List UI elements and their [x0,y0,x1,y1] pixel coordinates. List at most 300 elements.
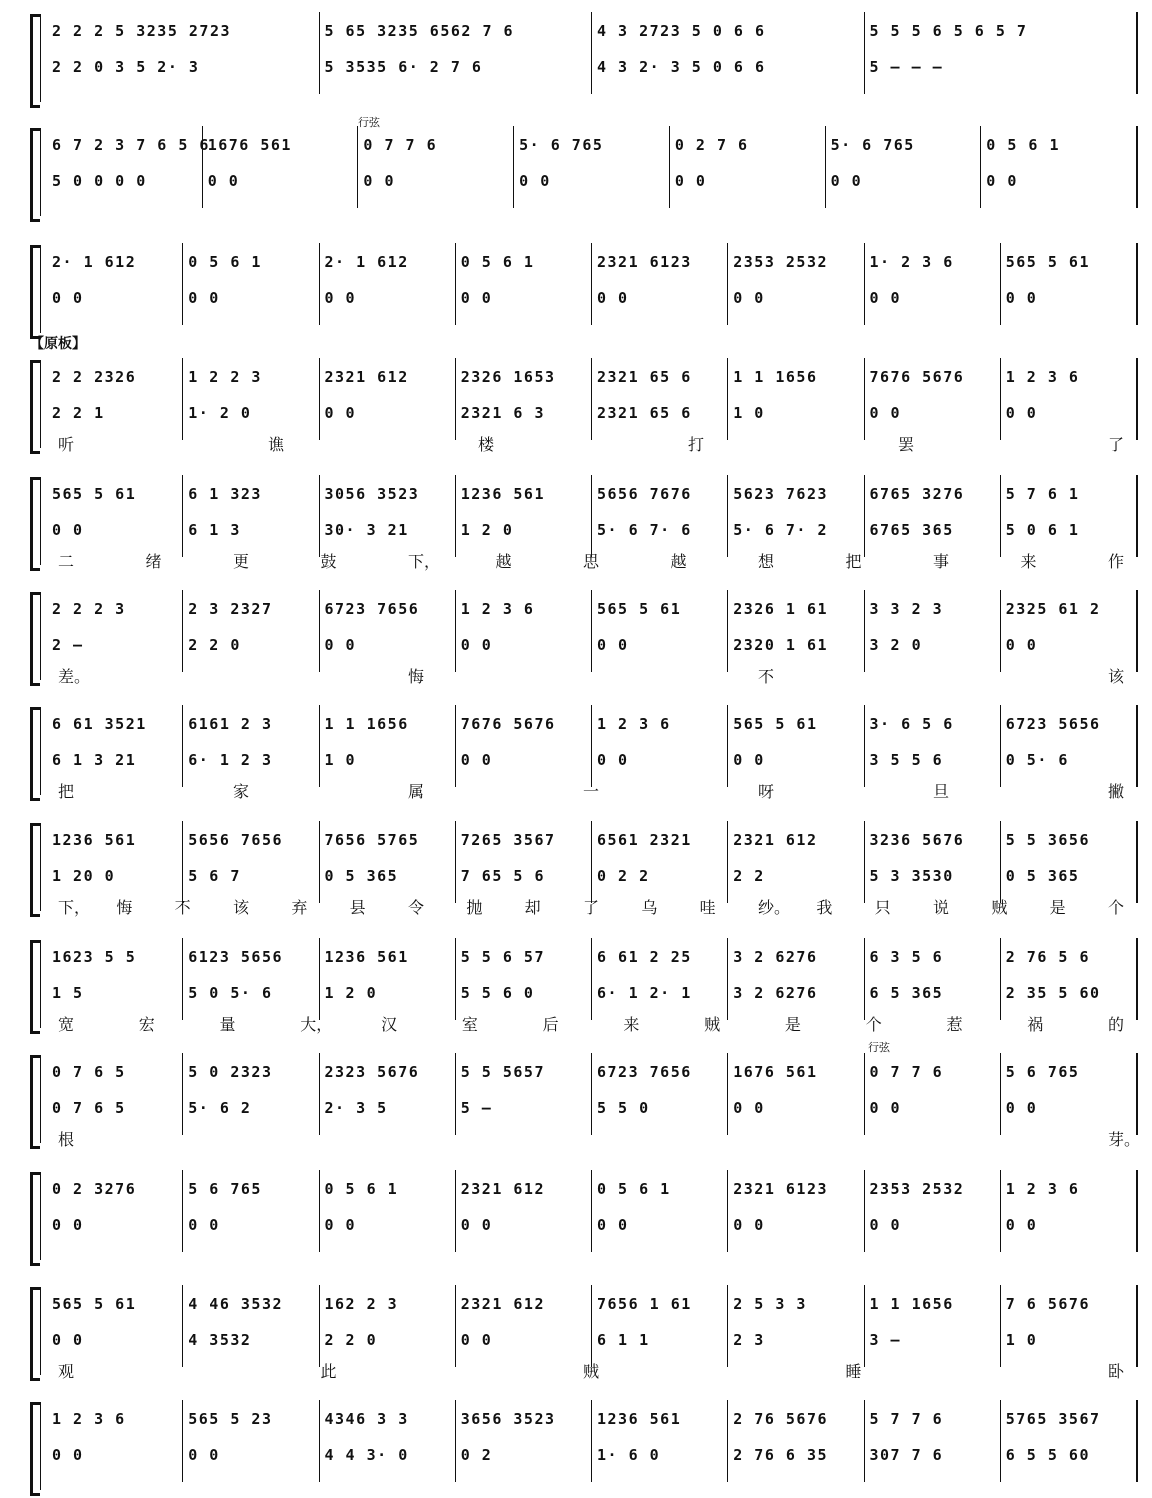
barline [319,821,320,903]
system-bracket [30,128,40,222]
system-bracket-line [40,940,41,1028]
measure-notes: 6765 3276 [869,485,965,503]
barline [591,590,592,672]
lyric-syllable: 个 [865,1015,882,1034]
score-system [30,14,1138,110]
lyric-syllable: 把 [845,552,862,571]
measure-notes: 1 20 0 [52,867,116,885]
measure-notes: 7656 1 61 [597,1295,692,1313]
system-bracket-line [40,245,41,333]
barline [864,475,865,557]
measure-notes: 0 0 [869,404,902,422]
measure-notes: 7656 5765 [324,831,420,849]
measure-notes: 0 5 6 1 [597,1180,671,1198]
lyric-syllable: 令 [408,898,425,917]
barline [669,126,670,208]
barline [1136,1285,1138,1367]
system-bracket-line [40,360,41,448]
measure-notes: 0 2 [460,1446,493,1464]
system-bracket-line [40,1172,41,1260]
measure-notes: 2320 1 61 [733,636,829,654]
barline [1136,1170,1138,1252]
lyrics-line [48,432,1138,454]
barline [591,475,592,557]
measure-notes: 0 0 [188,289,220,307]
measure-notes: 0 0 [188,1446,220,1464]
lyrics-line [48,1359,1138,1381]
measure-notes: 1 2 3 6 [1005,368,1080,386]
measure-notes: 6123 5656 [188,948,284,966]
lyric-syllable: 绪 [145,552,162,571]
measure-notes: 2 2 0 3 5 2· 3 [52,58,200,76]
lyric-syllable: 悔 [408,667,425,686]
score-system [30,1287,1138,1383]
barline [455,243,456,325]
measure-notes: 2 2 0 [188,636,241,654]
measure-notes: 0 0 [674,172,707,190]
measure-notes: 0 5· 6 [1005,751,1069,769]
lyric-syllable: 罢 [898,435,915,454]
measure-notes: 1676 561 [207,136,292,154]
system-bracket-line [40,14,41,102]
lyric-syllable: 差。 [58,667,91,686]
measure-notes: 0 0 [1005,1099,1038,1117]
lyric-syllable: 哇 [699,898,716,917]
measure-notes: 6561 2321 [597,831,692,849]
lyric-syllable: 来 [1020,552,1037,571]
measure-notes: 2353 2532 [869,1180,965,1198]
barline [1000,1170,1001,1252]
lyric-syllable: 越 [670,552,687,571]
measure-notes: 6723 7656 [597,1063,692,1081]
vocal-line [48,400,1138,426]
barline [591,1285,592,1367]
measure-notes: 0 0 [986,172,1018,190]
melody-line [48,711,1138,737]
lyric-syllable: 一 [583,782,600,801]
measure-notes: 4346 3 3 [324,1410,409,1428]
measure-notes: 0 0 [460,289,493,307]
barline [727,821,728,903]
measure-notes: 0 0 [460,751,493,769]
measure-notes: 3 2 0 [869,636,923,654]
measure-notes: 0 0 [597,1216,629,1234]
lyric-syllable: 室 [461,1015,478,1034]
barline [182,1053,183,1135]
measure-notes: 7 65 5 6 [460,867,545,885]
measure-notes: 3 3 2 3 [869,600,944,618]
measure-notes: 1236 561 [52,831,137,849]
system-bracket [30,477,40,571]
measure-notes: 3056 3523 [324,485,420,503]
vocal-line [48,1327,1138,1353]
lyrics-line [48,664,1138,686]
lyric-syllable: 不 [174,898,191,917]
barline [182,938,183,1020]
lyric-syllable: 贼 [991,898,1008,917]
measure-notes: 5 0 5· 6 [188,984,273,1002]
barline [1000,475,1001,557]
barline [182,475,183,557]
lyric-syllable: 下， [58,898,91,917]
barline [319,1170,320,1252]
barline [319,938,320,1020]
measure-notes: 6 1 323 [188,485,262,503]
measure-notes: 5623 7623 [733,485,829,503]
measure-notes: 0 7 7 6 [869,1063,944,1081]
melody-line [48,1406,1138,1432]
score-system [30,360,1138,456]
measure-notes: 5 5 0 [597,1099,650,1117]
barline [591,1053,592,1135]
measure-notes: 2325 61 2 [1005,600,1101,618]
annotation-xingxian: 行弦 [358,116,380,129]
measure-notes: 3 2 6276 [733,984,818,1002]
system-bracket [30,14,40,108]
barline [319,590,320,672]
lyric-syllable: 来 [623,1015,640,1034]
measure-notes: 3656 3523 [460,1410,556,1428]
lyric-syllable: 后 [542,1015,559,1034]
measure-notes: 0 0 [52,521,84,539]
measure-notes: 1 2 3 6 [1005,1180,1080,1198]
lyric-syllable: 越 [495,552,512,571]
measure-notes: 6765 365 [869,521,954,539]
lyrics-line [48,86,1138,108]
barline [202,126,203,208]
measure-notes: 2 35 5 60 [1005,984,1101,1002]
measure-notes: 565 5 61 [52,485,137,503]
lyric-syllable: 惹 [946,1015,963,1034]
measure-notes: 0 0 [188,1216,220,1234]
score-system [30,823,1138,919]
measure-notes: 5 5 6 0 [460,984,535,1002]
system-bracket [30,823,40,917]
measure-notes: 1· 6 0 [597,1446,661,1464]
lyric-syllable: 呀 [758,782,775,801]
lyric-syllable: 汉 [381,1015,398,1034]
melody-line [48,827,1138,853]
melody-line [48,364,1138,390]
measure-notes: 6 5 5 60 [1005,1446,1090,1464]
vocal-line [48,517,1138,543]
barline [591,705,592,787]
measure-notes: 6 61 2 25 [597,948,692,966]
lyrics-line [48,317,1138,339]
measure-notes: 2 2 2 5 3235 2723 [52,22,232,40]
measure-notes: 1· 2 0 [188,404,252,422]
barline [864,938,865,1020]
barline [1000,1053,1001,1135]
barline [864,243,865,325]
barline [1136,12,1138,94]
measure-notes: 6161 2 3 [188,715,273,733]
barline [455,938,456,1020]
barline [1000,821,1001,903]
measure-notes: 6 1 3 21 [52,751,137,769]
barline [357,126,358,208]
vocal-line [48,863,1138,889]
measure-notes: 565 5 61 [597,600,682,618]
vocal-line [48,168,1138,194]
barline [591,1400,592,1482]
barline [591,821,592,903]
measure-notes: 2321 612 [460,1295,545,1313]
system-bracket [30,245,40,339]
measure-notes: 0 7 6 5 [52,1063,126,1081]
measure-notes: 5· 6 2 [188,1099,252,1117]
measure-notes: 0 7 6 5 [52,1099,126,1117]
barline [864,1285,865,1367]
barline [319,358,320,440]
measure-notes: 0 0 [52,1216,84,1234]
measure-notes: 0 5 6 1 [324,1180,399,1198]
barline [825,126,826,208]
system-bracket-line [40,823,41,911]
system-bracket-line [40,1055,41,1143]
measure-notes: 0 0 [733,1099,765,1117]
lyric-syllable: 根 [58,1130,75,1149]
measure-notes: 5 7 6 1 [1005,485,1080,503]
barline [319,1400,320,1482]
barline [319,1285,320,1367]
barline [1136,243,1138,325]
measure-notes: 307 7 6 [869,1446,944,1464]
barline [1136,938,1138,1020]
measure-notes: 1 1 1656 [869,1295,954,1313]
system-bracket-line [40,128,41,216]
measure-notes: 162 2 3 [324,1295,399,1313]
lyric-syllable: 属 [408,782,425,801]
measure-notes: 565 5 61 [733,715,818,733]
measure-notes: 0 0 [324,289,357,307]
measure-notes: 0 0 [207,172,240,190]
system-bracket [30,1402,40,1496]
lyric-syllable: 县 [349,898,366,917]
measure-notes: 5 3535 6· 2 7 6 [324,58,483,76]
barline [1000,1400,1001,1482]
measure-notes: 6723 5656 [1005,715,1101,733]
measure-notes: 5 0 2323 [188,1063,273,1081]
barline [727,1400,728,1482]
measure-notes: 565 5 61 [1005,253,1090,271]
measure-notes: 1· 2 3 6 [869,253,954,271]
lyric-syllable: 个 [1108,898,1125,917]
measure-notes: 2 2 1 [52,404,105,422]
measure-notes: 0 5 6 1 [460,253,535,271]
measure-notes: 1 1 1656 [324,715,409,733]
vocal-line [48,285,1138,311]
measure-notes: 1236 561 [597,1410,682,1428]
measure-notes: 6 5 365 [869,984,944,1002]
barline [182,1285,183,1367]
measure-notes: 4 46 3532 [188,1295,284,1313]
lyric-syllable: 弃 [291,898,308,917]
measure-notes: 4 4 3· 0 [324,1446,409,1464]
system-bracket-line [40,477,41,565]
barline [455,1285,456,1367]
measure-notes: 0 7 7 6 [363,136,438,154]
measure-notes: 2321 6123 [733,1180,829,1198]
measure-notes: 2 76 5 6 [1005,948,1090,966]
barline [1000,590,1001,672]
melody-line [48,944,1138,970]
measure-notes: 0 0 [52,289,84,307]
measure-notes: 5 3 3530 [869,867,954,885]
measure-notes: 5· 6 7· 6 [597,521,692,539]
measure-notes: 6 1 3 [188,521,241,539]
measure-notes: 2321 612 [733,831,818,849]
lyric-syllable: 谯 [268,435,285,454]
barline [1136,1053,1138,1135]
barline [727,705,728,787]
barline [864,821,865,903]
vocal-line [48,54,1138,80]
measure-notes: 1 2 0 [324,984,378,1002]
score-system [30,1055,1141,1151]
lyric-syllable: 卧 [1108,1362,1125,1381]
lyrics-line [48,1244,1138,1266]
barline [864,1170,865,1252]
measure-notes: 2· 1 612 [324,253,409,271]
lyric-syllable: 是 [784,1015,801,1034]
measure-notes: 0 0 [460,1331,493,1349]
measure-notes: 2321 6 3 [460,404,545,422]
system-bracket-line [40,707,41,795]
lyrics-line [48,200,1138,222]
measure-notes: 2 76 5676 [733,1410,829,1428]
barline [1136,126,1138,208]
measure-notes: 1 0 [1005,1331,1038,1349]
measure-notes: 0 5 365 [324,867,399,885]
melody-line [48,18,1138,44]
system-bracket [30,707,40,801]
lyric-syllable: 此 [320,1362,337,1381]
barline [591,12,592,94]
melody-line [48,1059,1138,1085]
measure-notes: 5 – [460,1099,493,1117]
measure-notes: 2326 1 61 [733,600,829,618]
measure-notes: 0 0 [1005,1216,1038,1234]
measure-notes: 0 0 [324,1216,357,1234]
measure-notes: 1236 561 [460,485,545,503]
measure-notes: 2 5 3 3 [733,1295,807,1313]
measure-notes: 0 2 7 6 [674,136,749,154]
measure-notes: 2353 2532 [733,253,829,271]
measure-notes: 3 5 5 6 [869,751,944,769]
measure-notes: 5 0 0 0 0 [52,172,147,190]
measure-notes: 5 5 5657 [460,1063,545,1081]
barline [591,358,592,440]
barline [182,243,183,325]
measure-notes: 2323 5676 [324,1063,420,1081]
measure-notes: 0 0 [1005,289,1038,307]
barline [455,1170,456,1252]
measure-notes: 2321 612 [460,1180,545,1198]
measure-notes: 4 3 2723 5 0 6 6 [597,22,766,40]
lyric-syllable: 思 [583,552,600,571]
score-system [30,592,1138,688]
lyric-syllable: 量 [219,1015,236,1034]
measure-notes: 0 0 [733,1216,765,1234]
measure-notes: 1623 5 5 [52,948,137,966]
measure-notes: 2 2 [733,867,765,885]
measure-notes: 6· 1 2· 1 [597,984,692,1002]
barline [864,590,865,672]
barline [319,705,320,787]
lyric-syllable: 却 [524,898,541,917]
barline [727,1285,728,1367]
lyric-syllable: 楼 [478,435,495,454]
measure-notes: 0 0 [324,636,357,654]
barline [182,1400,183,1482]
lyrics-line [48,549,1138,571]
barline [319,243,320,325]
system-bracket [30,940,40,1034]
measure-notes: 5 0 6 1 [1005,521,1080,539]
barline [319,475,320,557]
lyric-syllable: 是 [1049,898,1066,917]
melody-line [48,249,1138,275]
measure-notes: 0 0 [460,636,493,654]
vocal-line [48,1212,1138,1238]
lyric-syllable: 家 [233,782,250,801]
lyric-syllable: 作 [1108,552,1125,571]
lyric-syllable: 睡 [845,1362,862,1381]
lyric-syllable: 观 [58,1362,75,1381]
vocal-line [48,632,1138,658]
measure-notes: 6 1 1 [597,1331,650,1349]
measure-notes: 2 3 2327 [188,600,273,618]
measure-notes: 2321 65 6 [597,368,692,386]
barline [864,1053,865,1135]
barline [455,590,456,672]
measure-notes: 0 0 [597,636,629,654]
measure-notes: 0 0 [869,1216,902,1234]
measure-notes: 565 5 61 [52,1295,137,1313]
measure-notes: 2· 3 5 [324,1099,388,1117]
barline [1000,705,1001,787]
lyric-syllable: 贼 [583,1362,600,1381]
measure-notes: 3 – [869,1331,902,1349]
measure-notes: 2321 612 [324,368,409,386]
barline [1136,590,1138,672]
measure-notes: 0 5 6 1 [986,136,1060,154]
barline [319,12,320,94]
lyric-syllable: 想 [758,552,775,571]
barline [591,243,592,325]
measure-notes: 1676 561 [733,1063,818,1081]
measure-notes: 565 5 23 [188,1410,273,1428]
lyric-syllable: 下， [408,552,441,571]
barline [591,938,592,1020]
measure-notes: 3 2 6276 [733,948,818,966]
measure-notes: 5 7 7 6 [869,1410,944,1428]
system-bracket-line [40,592,41,680]
lyrics-line [48,1127,1141,1149]
measure-notes: 0 0 [363,172,396,190]
measure-notes: 1236 561 [324,948,409,966]
score-system [30,477,1138,573]
measure-notes: 6723 7656 [324,600,420,618]
barline [727,475,728,557]
barline [1000,1285,1001,1367]
score-system [30,245,1138,341]
lyric-syllable: 二 [58,552,75,571]
vocal-line [48,1095,1138,1121]
lyric-syllable: 说 [933,898,950,917]
score-system [30,707,1138,803]
